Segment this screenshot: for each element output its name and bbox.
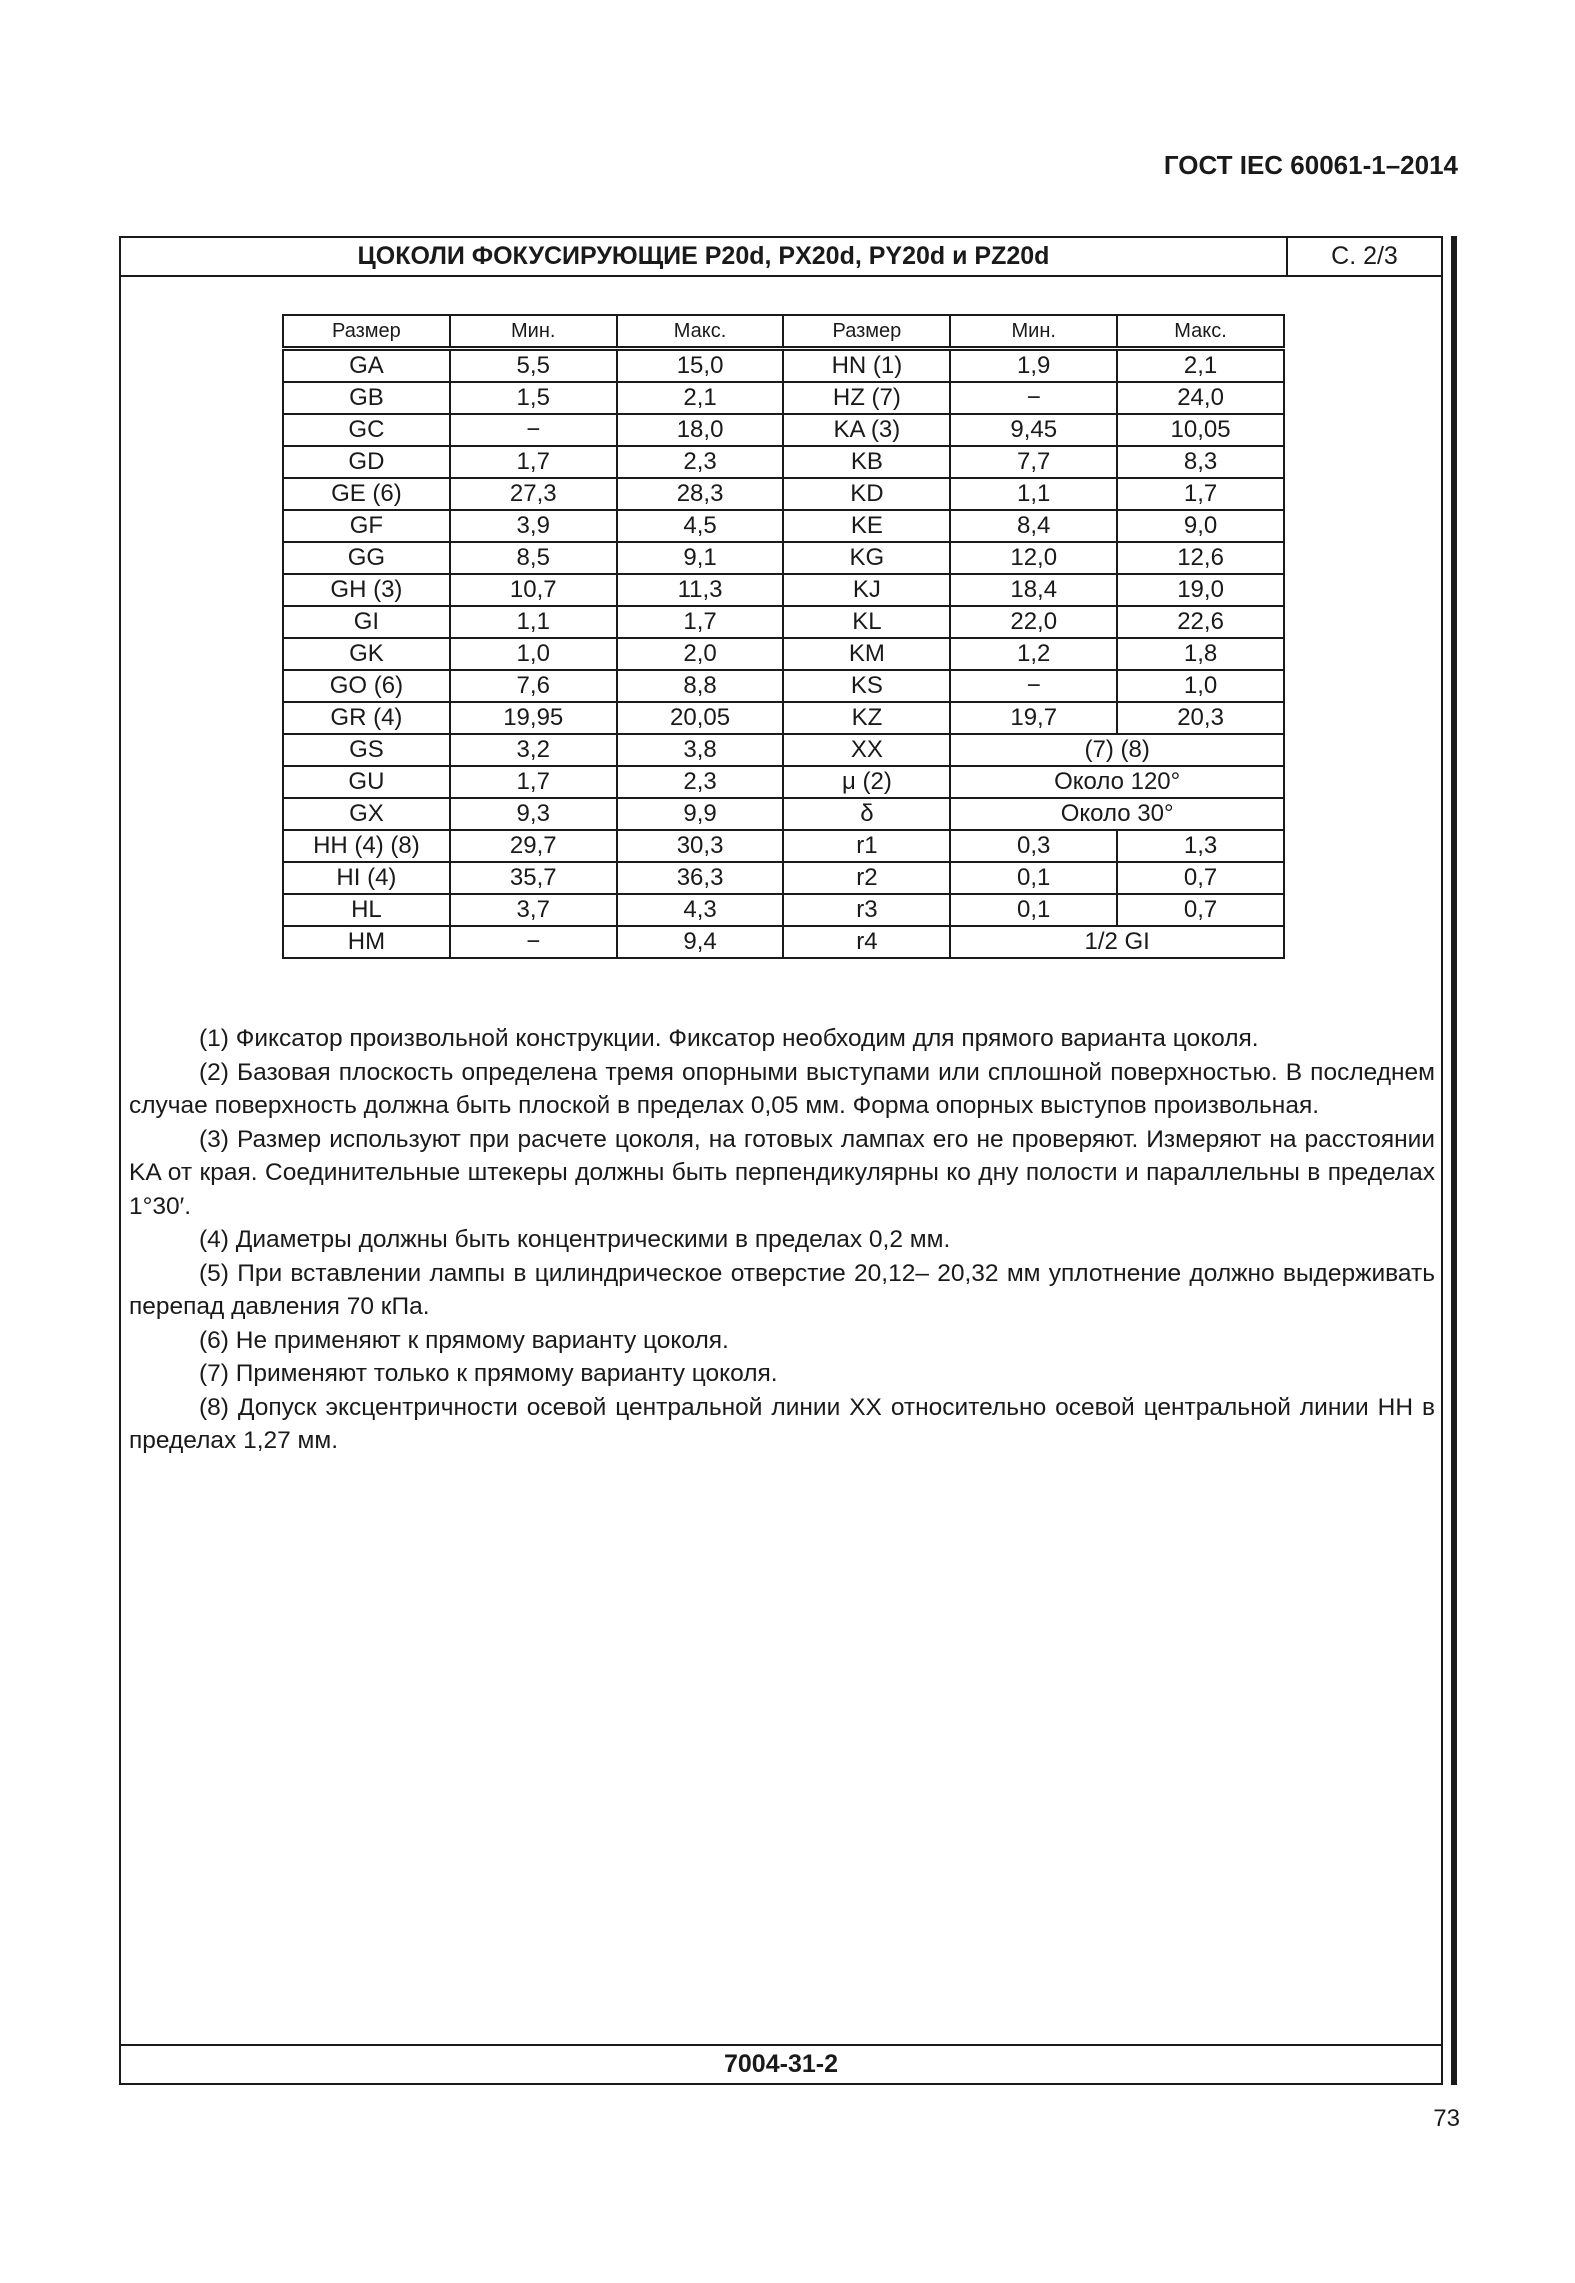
page-number: 73 — [1433, 2105, 1460, 2132]
table-cell: 1,8 — [1117, 638, 1284, 670]
drawing-frame — [119, 236, 1443, 2085]
table-cell: 4,5 — [617, 510, 784, 542]
table-cell: 1,2 — [950, 638, 1117, 670]
table-cell: 1,3 — [1117, 830, 1284, 862]
table-cell: 30,3 — [617, 830, 784, 862]
table-cell: 9,1 — [617, 542, 784, 574]
table-row — [283, 606, 1284, 638]
table-cell: 1,7 — [450, 766, 617, 798]
table-cell: GI — [283, 606, 450, 638]
table-row — [283, 734, 1284, 766]
table-row — [283, 670, 1284, 702]
table-cell: 18,0 — [617, 414, 784, 446]
table-cell: 35,7 — [450, 862, 617, 894]
table-cell: GO (6) — [283, 670, 450, 702]
table-cell: 24,0 — [1117, 382, 1284, 414]
note: (7) Применяют только к прямому варианту цоколя. — [199, 1360, 778, 1387]
table-cell: HZ (7) — [783, 382, 950, 414]
table-cell: r2 — [783, 862, 950, 894]
table-cell: KS — [783, 670, 950, 702]
table-row — [283, 510, 1284, 542]
note: (3) Размер используют при расчете цоколя, на готовых лампах его не проверяют. Измеряют на расстоянии KA от края. Соединительные штекеры должны быть перпендикулярны ко дну полости и параллельны в пределах 1°30′. — [129, 1125, 1435, 1220]
table-cell: 1,1 — [450, 606, 617, 638]
table-cell: 1,7 — [1117, 478, 1284, 510]
footer-code: 7004-31-2 — [121, 2044, 1441, 2083]
note: (5) При вставлении лампы в цилиндрическое отверстие 20,12– 20,32 мм уплотнение должно выдерживать перепад давления 70 кПа. — [129, 1259, 1435, 1320]
table-cell: 36,3 — [617, 862, 784, 894]
note: (6) Не применяют к прямому варианту цоколя. — [199, 1326, 729, 1354]
table-cell: 8,3 — [1117, 446, 1284, 478]
table-cell: 5,5 — [450, 349, 617, 383]
table-cell: (7) (8) — [950, 734, 1284, 766]
table-cell: GA — [283, 349, 450, 383]
table-cell: 10,7 — [450, 574, 617, 606]
table-cell: KG — [783, 542, 950, 574]
table-cell: 7,7 — [950, 446, 1117, 478]
table-cell: 19,0 — [1117, 574, 1284, 606]
table-cell: 19,95 — [450, 702, 617, 734]
table-cell: GS — [283, 734, 450, 766]
table-cell: GX — [283, 798, 450, 830]
table-cell: 19,7 — [950, 702, 1117, 734]
table-cell: − — [450, 926, 617, 958]
table-row — [283, 574, 1284, 606]
table-cell: GH (3) — [283, 574, 450, 606]
table-cell: GU — [283, 766, 450, 798]
table-cell: 1/2 GI — [950, 926, 1284, 958]
table-cell: 3,2 — [450, 734, 617, 766]
table-cell: 22,0 — [950, 606, 1117, 638]
table-cell: 22,6 — [1117, 606, 1284, 638]
table-cell: 20,05 — [617, 702, 784, 734]
table-cell: 28,3 — [617, 478, 784, 510]
column-header: Макс. — [617, 315, 784, 349]
table-cell: 2,3 — [617, 766, 784, 798]
table-cell: 12,0 — [950, 542, 1117, 574]
table-cell: HL — [283, 894, 450, 926]
table-row — [283, 702, 1284, 734]
table-row — [283, 478, 1284, 510]
table-cell: KE — [783, 510, 950, 542]
sheet-title: ЦОКОЛИ ФОКУСИРУЮЩИЕ P20d, PX20d, PY20d и PZ20d — [357, 242, 1050, 270]
table-cell: GD — [283, 446, 450, 478]
table-row — [283, 830, 1284, 862]
table-cell: 3,9 — [450, 510, 617, 542]
table-row — [283, 349, 1284, 383]
note: (8) Допуск эксцентричности осевой центральной линии XX относительно осевой центральной линии HH в пределах 1,27 мм. — [129, 1393, 1435, 1454]
table-cell: δ — [783, 798, 950, 830]
table-cell: KB — [783, 446, 950, 478]
table-cell: GE (6) — [283, 478, 450, 510]
table-cell: 1,7 — [450, 446, 617, 478]
dimensions-table — [282, 314, 1285, 959]
column-header: Размер — [283, 315, 450, 349]
note: (2) Базовая плоскость определена тремя опорными выступами или сплошной поверхностью. В последнем случае поверхность должна быть плоской в пределах 0,05 мм. Форма опорных выступов произвольная. — [129, 1058, 1435, 1119]
notes — [129, 1022, 1435, 1458]
table-cell: 20,3 — [1117, 702, 1284, 734]
table-row — [283, 382, 1284, 414]
table-cell: 11,3 — [617, 574, 784, 606]
table-cell: KL — [783, 606, 950, 638]
table-cell: GF — [283, 510, 450, 542]
table-cell: KA (3) — [783, 414, 950, 446]
table-cell: − — [950, 382, 1117, 414]
table-cell: Около 30° — [950, 798, 1284, 830]
table-row — [283, 638, 1284, 670]
table-cell: GK — [283, 638, 450, 670]
table-row — [283, 414, 1284, 446]
table-cell: 7,6 — [450, 670, 617, 702]
document-code: ГОСТ IEC 60061-1–2014 — [1163, 150, 1458, 180]
table-cell: 1,9 — [950, 349, 1117, 383]
table-cell: 1,5 — [450, 382, 617, 414]
table-cell: 9,4 — [617, 926, 784, 958]
table-cell: 15,0 — [617, 349, 784, 383]
table-cell: KD — [783, 478, 950, 510]
table-cell: GB — [283, 382, 450, 414]
table-cell: GR (4) — [283, 702, 450, 734]
table-cell: KJ — [783, 574, 950, 606]
table-cell: 0,7 — [1117, 894, 1284, 926]
table-row — [283, 766, 1284, 798]
table-cell: 12,6 — [1117, 542, 1284, 574]
table-row — [283, 894, 1284, 926]
table-cell: Около 120° — [950, 766, 1284, 798]
table-cell: 0,1 — [950, 862, 1117, 894]
table-row — [283, 926, 1284, 958]
frame-border-thick — [1451, 236, 1457, 2085]
column-header: Макс. — [1117, 315, 1284, 349]
table-cell: GG — [283, 542, 450, 574]
table-cell: GC — [283, 414, 450, 446]
note: (4) Диаметры должны быть концентрическими в пределах 0,2 мм. — [199, 1226, 951, 1253]
table-cell: KZ — [783, 702, 950, 734]
table-cell: HN (1) — [783, 349, 950, 383]
table-cell: HI (4) — [283, 862, 450, 894]
table-cell: r3 — [783, 894, 950, 926]
table-cell: 0,3 — [950, 830, 1117, 862]
table-cell: 1,1 — [950, 478, 1117, 510]
table-cell: 8,8 — [617, 670, 784, 702]
table-cell: 3,7 — [450, 894, 617, 926]
table-cell: 4,3 — [617, 894, 784, 926]
table-cell: − — [950, 670, 1117, 702]
table-cell: 3,8 — [617, 734, 784, 766]
title-row — [121, 238, 1441, 277]
column-header: Мин. — [950, 315, 1117, 349]
table-row — [283, 542, 1284, 574]
table-cell: μ (2) — [783, 766, 950, 798]
table-cell: 2,1 — [617, 382, 784, 414]
table-cell: 2,3 — [617, 446, 784, 478]
sheet-number: С. 2/3 — [1286, 238, 1441, 275]
table-cell: 27,3 — [450, 478, 617, 510]
table-cell: 2,0 — [617, 638, 784, 670]
table-row — [283, 862, 1284, 894]
table-cell: 9,9 — [617, 798, 784, 830]
table-header-row — [283, 315, 1284, 349]
table-cell: 8,4 — [950, 510, 1117, 542]
note: (1) Фиксатор произвольной конструкции. Фиксатор необходим для прямого варианта цоколя. — [199, 1025, 1259, 1052]
table-cell: 8,5 — [450, 542, 617, 574]
column-header: Размер — [783, 315, 950, 349]
table-cell: KM — [783, 638, 950, 670]
table-cell: 9,3 — [450, 798, 617, 830]
table-cell: 29,7 — [450, 830, 617, 862]
table-cell: 9,45 — [950, 414, 1117, 446]
table-cell: 9,0 — [1117, 510, 1284, 542]
table-cell: 1,0 — [450, 638, 617, 670]
table-cell: 1,0 — [1117, 670, 1284, 702]
table-cell: 18,4 — [950, 574, 1117, 606]
table-cell: 0,7 — [1117, 862, 1284, 894]
table-cell: r4 — [783, 926, 950, 958]
table-cell: XX — [783, 734, 950, 766]
column-header: Мин. — [450, 315, 617, 349]
table-cell: HM — [283, 926, 450, 958]
table-cell: HH (4) (8) — [283, 830, 450, 862]
table-cell: r1 — [783, 830, 950, 862]
table-cell: 0,1 — [950, 894, 1117, 926]
table-row — [283, 798, 1284, 830]
table-cell: 1,7 — [617, 606, 784, 638]
table-cell: 10,05 — [1117, 414, 1284, 446]
table-cell: − — [450, 414, 617, 446]
table-cell: 2,1 — [1117, 349, 1284, 383]
table-row — [283, 446, 1284, 478]
